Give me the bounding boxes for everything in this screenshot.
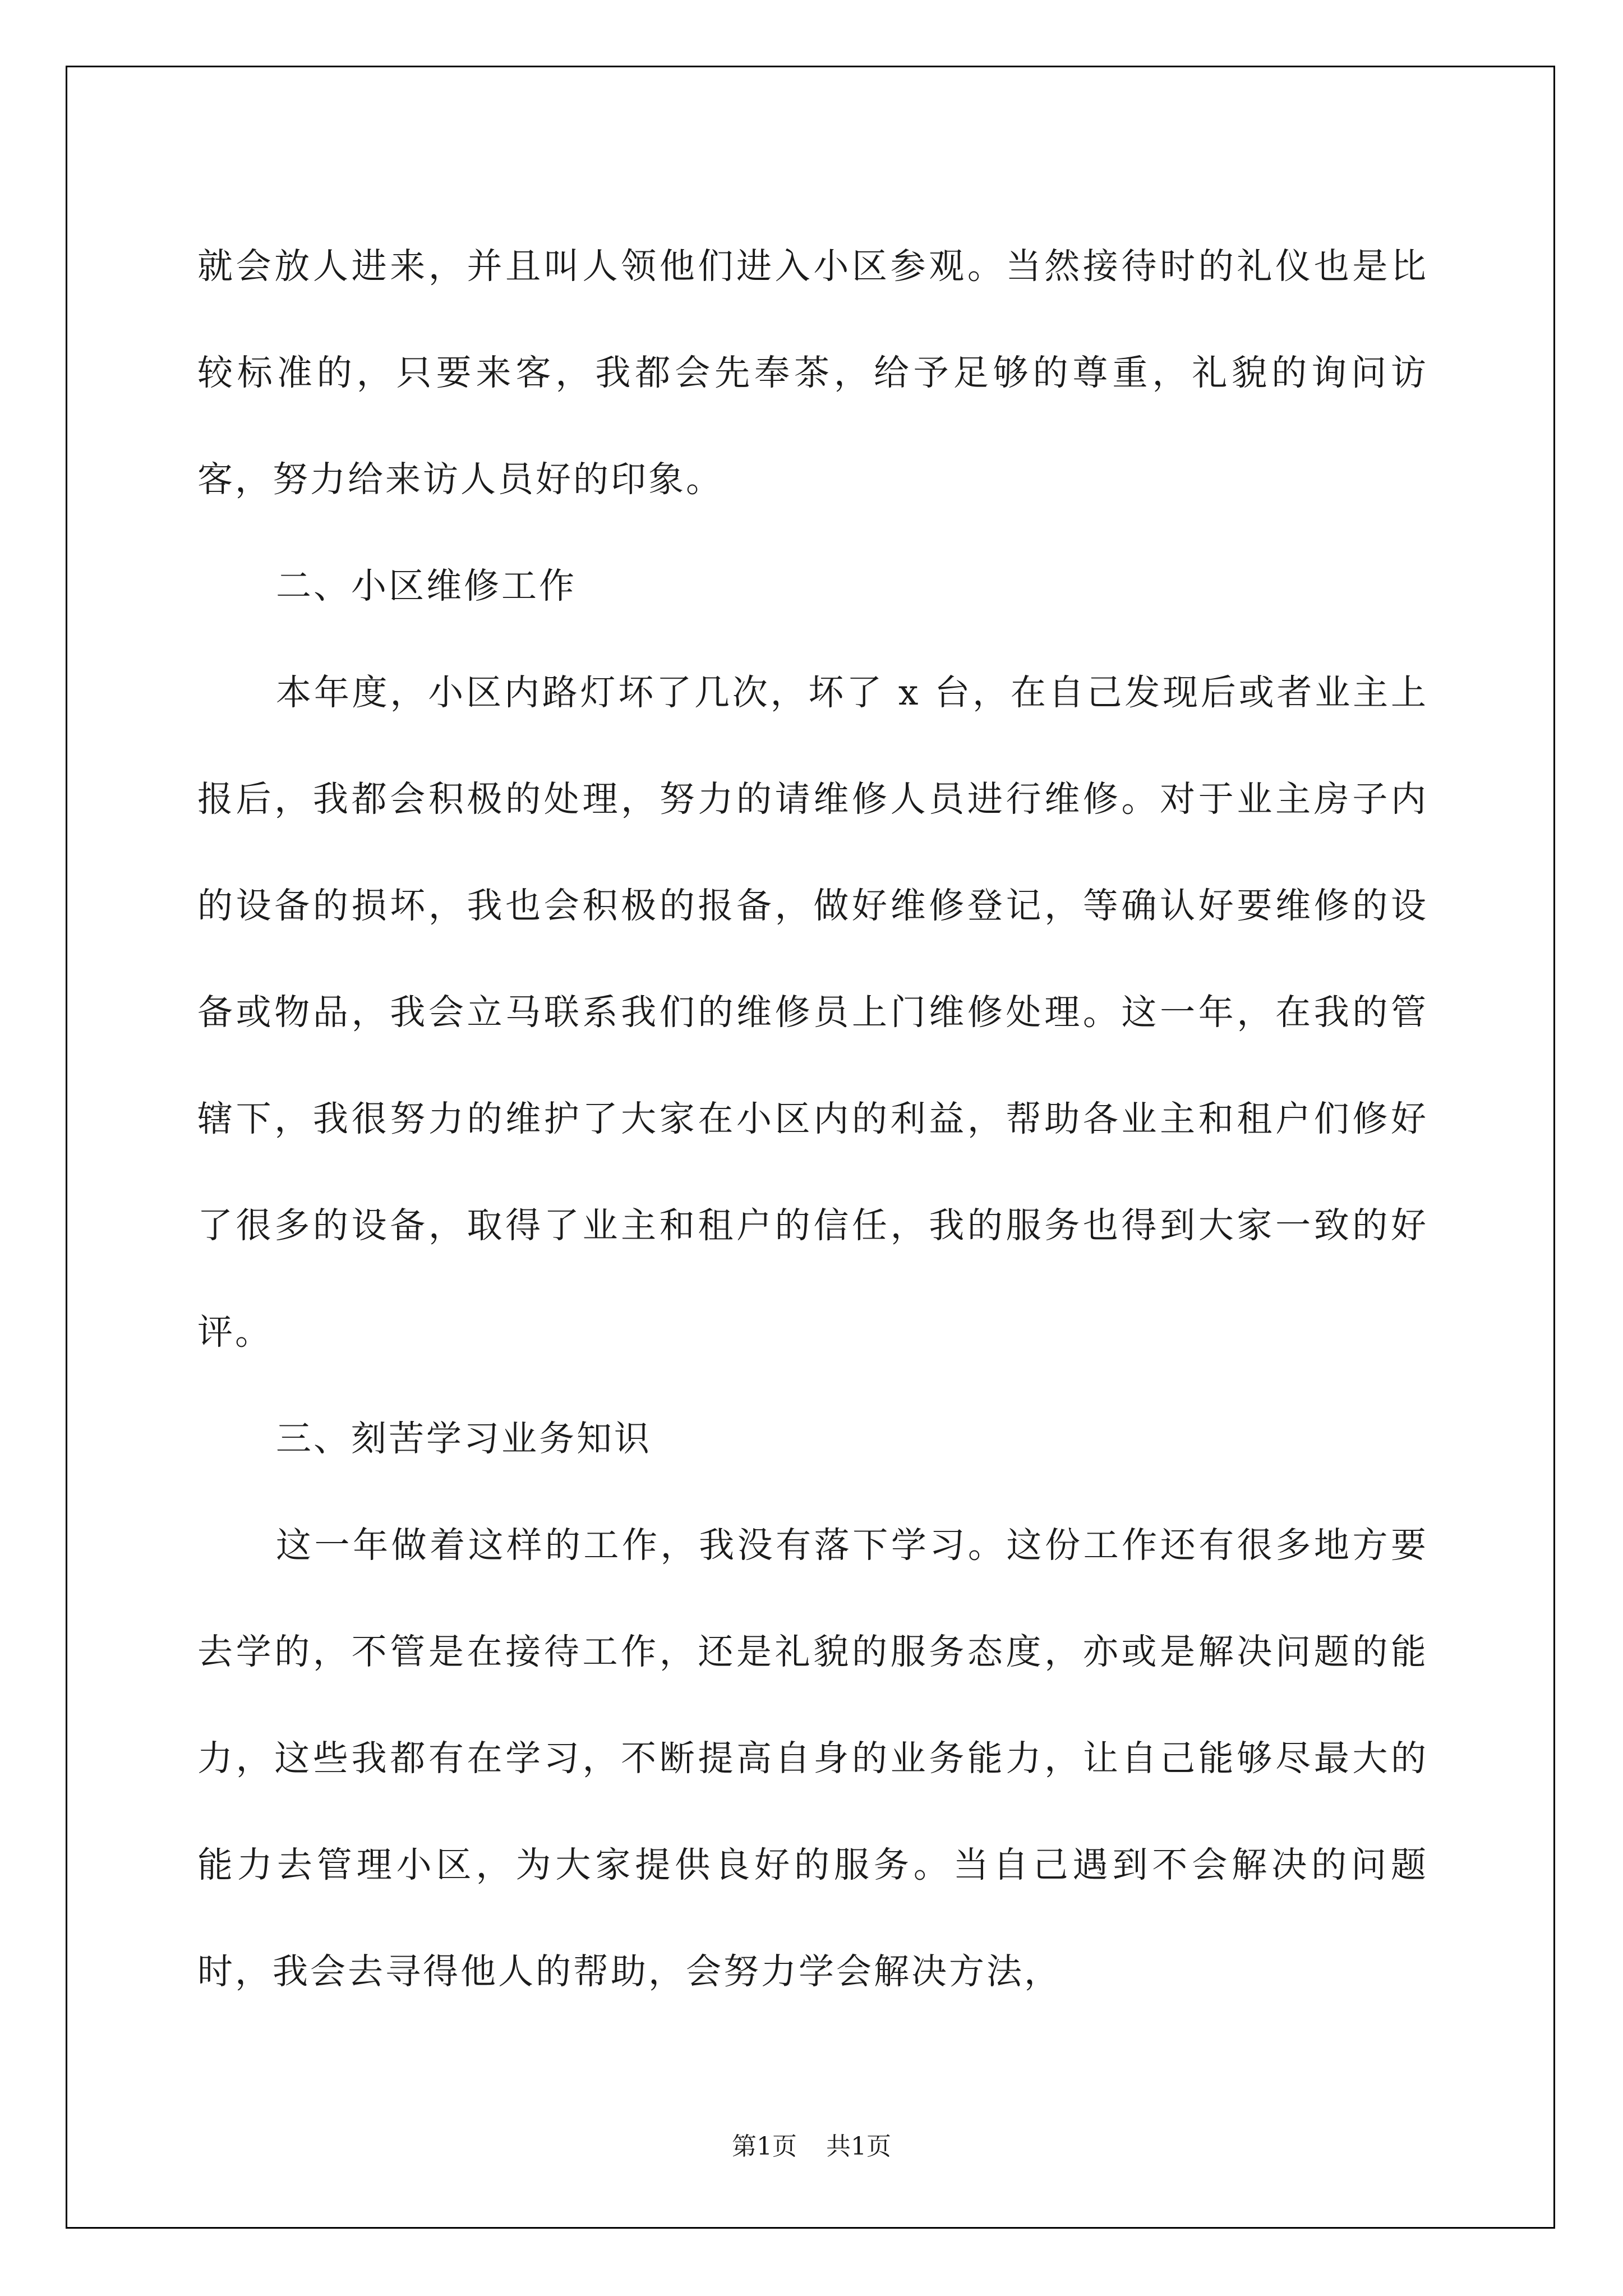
section-heading-study: 三、刻苦学习业务知识: [276, 1418, 652, 1459]
section-heading-maintenance: 二、小区维修工作: [276, 565, 577, 606]
page-number-total: 共1页: [826, 2132, 891, 2161]
paragraph-maintenance: 本年度，小区内路灯坏了几次，坏了 x 台，在自己发现后或者业主上报后，我都会积极的处理，努力的请维修人员进行维修。对于业主房子内的设备的损坏，我也会积极的报备，做好维修登记，等确认好要维修的设备或物品，我会立马联系我们的维修员上门维修处理。这一年，在我的管辖下，我很努力的维护了大家在小区内的利益，帮助各业主和租户们修好了很多的设备，取得了业主和租户的信任，我的服务也得到大家一致的好评。: [197, 672, 1428, 1352]
paragraph-continuation: 就会放人进来，并且叫人领他们进入小区参观。当然接待时的礼仪也是比较标准的，只要来客，我都会先奉茶，给予足够的尊重，礼貌的询问访客，努力给来访人员好的印象。: [197, 246, 1428, 500]
document-body: [197, 213, 1428, 2025]
page-number-current: 第1页: [732, 2132, 797, 2161]
paragraph-study: 这一年做着这样的工作，我没有落下学习。这份工作还有很多地方要去学的，不管是在接待工作，还是礼貌的服务态度，亦或是解决问题的能力，这些我都有在学习，不断提高自身的业务能力，让自己能够尽最大的能力去管理小区，为大家提供良好的服务。当自己遇到不会解决的问题时，我会去寻得他人的帮助，会努力学会解决方法，: [197, 1525, 1428, 1992]
page-footer: [0, 2126, 1623, 2162]
